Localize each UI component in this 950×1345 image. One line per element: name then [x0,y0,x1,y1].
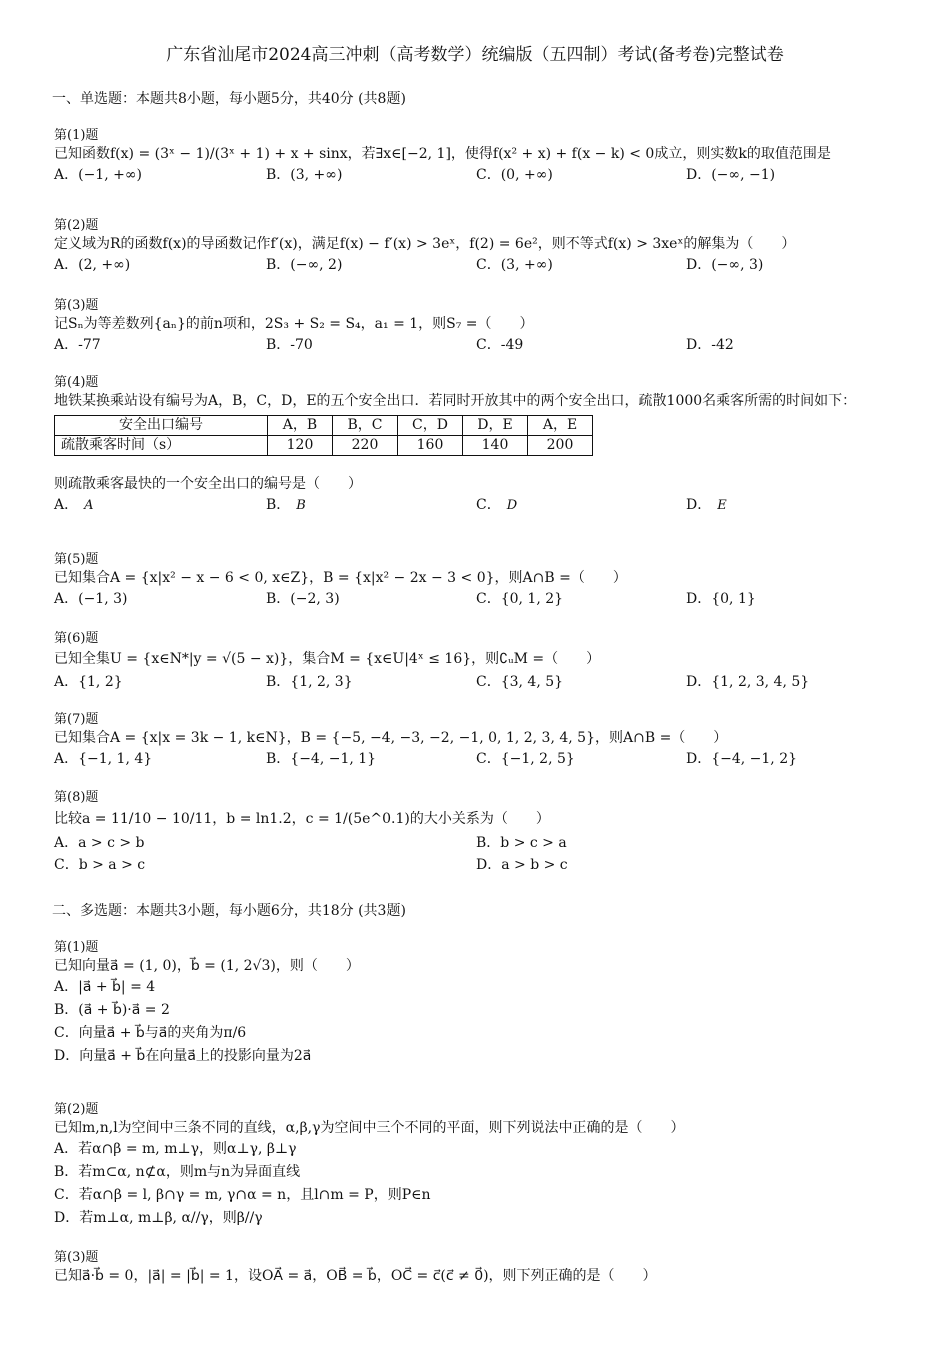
question-number: 第(2)题 [54,218,99,233]
question-4 [54,375,904,516]
table-cell: C，D [398,416,463,436]
table-cell: D，E [463,416,528,436]
question-number: 第(3)题 [54,298,99,313]
table-cell: 200 [528,436,593,456]
question-followup: 则疏散乘客最快的一个安全出口的编号是（ ） [54,476,362,492]
option-d[interactable]: D．{−4, −1, 2} [686,751,798,767]
question-number: 第(8)题 [54,790,99,805]
question-number: 第(7)题 [54,712,99,727]
option-a[interactable]: A．{−1, 1, 4} [54,751,153,767]
question-stem: 地铁某换乘站设有编号为A，B，C，D，E的五个安全出口．若同时开放其中的两个安全出口，疏散1000名乘客所需的时间如下： [54,393,857,409]
option-a[interactable]: A．-77 [54,337,101,353]
section-heading-multiple-choice: 二、多选题：本题共3小题，每小题6分，共18分 (共3题) [52,903,406,919]
question-number: 第(3)题 [54,1250,99,1265]
table-row [55,436,593,456]
question-stem: 定义域为R的函数f(x)的导函数记作f′(x)，满足f(x) − f′(x) > 3eˣ，f(2) = 6e²，则不等式f(x) > 3xeˣ的解集为（ ） [54,236,796,252]
options-row [54,588,904,610]
option-value: D [506,498,518,513]
option-a[interactable]: A．(2, +∞) [54,257,131,273]
question-stem: 已知向量a⃗ = (1, 0)，b⃗ = (1, 2√3)，则（ ） [54,958,360,974]
option-b[interactable]: B．(3, +∞) [266,167,343,183]
option-d[interactable]: D．向量a⃗ + b⃗在向量a⃗上的投影向量为2a⃗ [54,1048,312,1064]
option-c[interactable]: C．向量a⃗ + b⃗与a⃗的夹角为π/6 [54,1025,247,1041]
table-cell: 220 [333,436,398,456]
option-c[interactable]: C．{0, 1, 2} [476,591,564,607]
question-stem: 比较a = 11/10 − 10/11，b = ln1.2，c = 1/(5e^0.1)的大小关系为（ ） [54,811,550,827]
option-c[interactable]: C．若α∩β = l, β∩γ = m, γ∩α = n，且l∩m = P，则P∈n [54,1187,431,1203]
question-stem: 已知函数f(x) = (3ˣ − 1)/(3ˣ + 1) + x + sinx，若∃x∈[−2, 1]，使得f(x² + x) + f(x − k) < 0成立，则实数k的取值范围是 [54,146,831,162]
options-row [54,854,904,876]
question-5 [54,552,904,610]
table-header-row [55,416,593,436]
question-1 [54,128,904,186]
multi-question-2 [54,1102,904,1230]
question-stem: 已知m,n,l为空间中三条不同的直线，α,β,γ为空间中三个不同的平面，则下列说法中正确的是（ ） [54,1120,685,1136]
option-c[interactable]: C．(3, +∞) [476,257,553,273]
question-stem: 记Sₙ为等差数列{aₙ}的前n项和，2S₃ + S₂ = S₄，a₁ = 1，则S₇ =（ ） [54,316,534,332]
options-row [54,164,904,186]
question-6 [54,631,904,693]
option-letter: D． [686,497,712,513]
question-stem: 已知a⃗·b⃗ = 0，|a⃗| = |b⃗| = 1，设OA⃗ = a⃗，OB⃗ = b⃗，OC⃗ = c⃗(c⃗ ≠ 0⃗)，则下列正确的是（ ） [54,1268,657,1284]
option-c[interactable]: C．{3, 4, 5} [476,674,564,690]
options-row [54,494,904,516]
option-d[interactable]: D．若m⊥α, m⊥β, α//γ，则β//γ [54,1210,263,1226]
option-d[interactable]: D．-42 [686,337,734,353]
option-b[interactable] [266,494,306,514]
options-row [54,254,904,276]
option-b[interactable]: B．{−4, −1, 1} [266,751,377,767]
question-stem: 已知集合A = {x|x = 3k − 1, k∈N}，B = {−5, −4, −3, −2, −1, 0, 1, 2, 3, 4, 5}，则A∩B =（ ） [54,730,728,746]
option-c[interactable]: C．b > a > c [54,857,146,873]
option-letter: C． [476,497,501,513]
option-value: B [296,498,306,513]
table-cell: A，B [268,416,333,436]
question-number: 第(1)题 [54,940,99,955]
question-stem: 已知全集U = {x∈N*|y = √(5 − x)}，集合M = {x∈U|4ˣ ≤ 16}，则∁ᵤM =（ ） [54,651,601,667]
option-d[interactable] [686,494,727,514]
option-b[interactable]: B．{1, 2, 3} [266,674,353,690]
question-stem: 已知集合A = {x|x² − x − 6 < 0, x∈Z}，B = {x|x² − 2x − 3 < 0}，则A∩B =（ ） [54,570,627,586]
table-cell: 120 [268,436,333,456]
option-a[interactable]: A．{1, 2} [54,674,123,690]
option-d[interactable]: D．{0, 1} [686,591,756,607]
option-b[interactable]: B．b > c > a [476,835,567,851]
option-a[interactable]: A．(−1, +∞) [54,167,142,183]
question-3 [54,298,904,356]
option-a[interactable]: A．(−1, 3) [54,591,128,607]
options-row [54,334,904,356]
question-8 [54,790,904,876]
question-7 [54,712,904,770]
option-c[interactable]: C．{−1, 2, 5} [476,751,575,767]
table-cell: 安全出口编号 [55,416,268,436]
option-value: E [717,498,727,513]
option-b[interactable]: B．-70 [266,337,313,353]
option-c[interactable]: C．(0, +∞) [476,167,553,183]
multi-question-3 [54,1250,904,1286]
page-title: 广东省汕尾市2024高三冲刺（高考数学）统编版（五四制）考试(备考卷)完整试卷 [166,45,784,65]
options-row [54,832,904,854]
question-number: 第(4)题 [54,375,99,390]
section-heading-single-choice: 一、单选题：本题共8小题，每小题5分，共40分 (共8题) [52,91,406,107]
option-a[interactable] [54,494,94,514]
option-a[interactable]: A．|a⃗ + b⃗| = 4 [54,979,156,995]
option-d[interactable]: D．(−∞, −1) [686,167,776,183]
evacuation-time-table [54,415,593,456]
option-b[interactable]: B．(a⃗ + b⃗)·a⃗ = 2 [54,1002,170,1018]
table-cell: 疏散乘客时间（s） [55,436,268,456]
option-c[interactable]: C．-49 [476,337,524,353]
option-b[interactable]: B．(−∞, 2) [266,257,343,273]
question-number: 第(5)题 [54,552,99,567]
option-c[interactable] [476,494,517,514]
question-number: 第(6)题 [54,631,99,646]
option-a[interactable]: A．a > c > b [54,835,145,851]
table-cell: 140 [463,436,528,456]
table-cell: B，C [333,416,398,436]
table-cell: 160 [398,436,463,456]
option-value: A [84,498,94,513]
option-b[interactable]: B．若m⊂α, n⊄α，则m与n为异面直线 [54,1164,301,1180]
option-d[interactable]: D．a > b > c [476,857,568,873]
question-number: 第(1)题 [54,128,99,143]
option-letter: B． [266,497,291,513]
options-row [54,671,904,693]
question-number: 第(2)题 [54,1102,99,1117]
option-b[interactable]: B．(−2, 3) [266,591,340,607]
question-2 [54,218,904,276]
option-d[interactable]: D．(−∞, 3) [686,257,764,273]
option-letter: A． [54,497,79,513]
multi-question-1 [54,940,904,1068]
option-d[interactable]: D．{1, 2, 3, 4, 5} [686,674,810,690]
options-row [54,748,904,770]
option-a[interactable]: A．若α∩β = m, m⊥γ，则α⊥γ, β⊥γ [54,1141,297,1157]
table-cell: A，E [528,416,593,436]
